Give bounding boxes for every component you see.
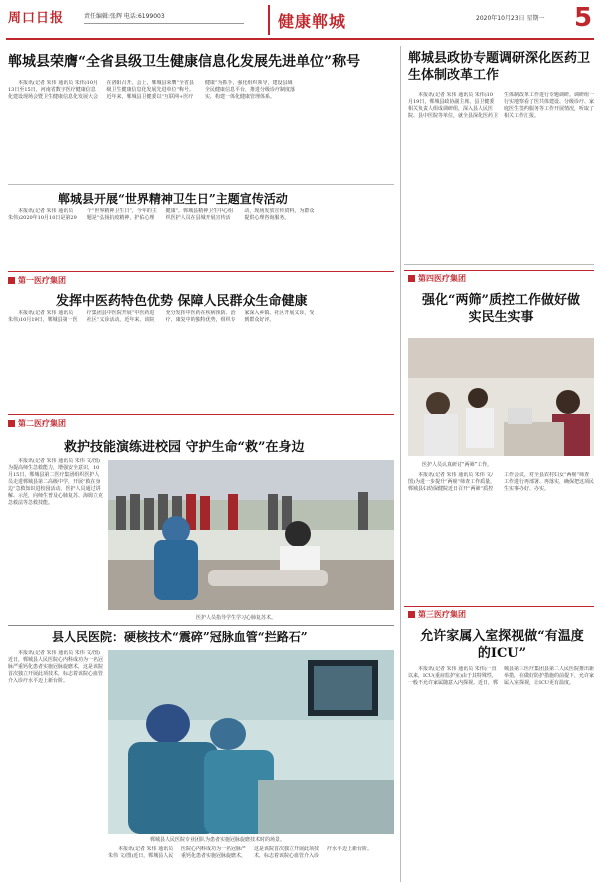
article-4-text: 本报讯(记者 朱伟 通讯员 朱伟)10月19日，郸城县第一医疗集团县中医院开展“中医药进社区”义诊活动。近年来，该院充分发挥中医药在疾病预防、治疗、康复中的独特优势，组织专家深入乡镇、社区开展义诊，受到群众好评。: [8, 310, 315, 323]
article-3-title-line-1: 郸城县政协专题调研深化医药卫生体制改革工作: [408, 51, 591, 83]
article-1-text: 本报讯(记者 朱伟 通讯员 朱伟)10月13日至15日，河南省数字医疗健康信息化建设现场会暨卫生健康信息化发展大会在洛阳召开。会上，郸城县荣膺“全省县级卫生健康信息化发展先进单位”称号。近年来，郸城县卫健委以“互联网+医疗健康”为抓手，强化组织领导，建设县域全民健康信息平台，推进分级诊疗制度落实，构建一体化健康管理体系。: [8, 80, 296, 100]
masthead-divider: [84, 23, 244, 24]
photo-caption-2: 郸城县人民医院专业团队为患者实施冠脉旋磨技术时的场景。: [150, 837, 286, 843]
article-2-body: [8, 208, 394, 264]
issue-date: 2020年10月23日 星期一: [476, 15, 545, 22]
masthead-rule: [6, 38, 594, 40]
group-marker-icon: [8, 277, 15, 284]
article-6-body: [408, 472, 594, 602]
article-1-body: [8, 80, 394, 180]
article-4-body: [8, 310, 394, 408]
screening-meeting-photo: [408, 338, 594, 456]
divider: [404, 270, 594, 271]
group-marker-icon: [408, 275, 415, 282]
group-label-1-text: 第一医疗集团: [18, 276, 66, 285]
article-3-body: [408, 92, 594, 260]
group-label-4: [408, 273, 466, 285]
article-6-title: 强化“两筛”质控工作做好做实民生实事: [422, 293, 580, 325]
photo-caption-1: 医护人员指导学生学习心肺复苏术。: [196, 615, 277, 621]
column-divider: [400, 46, 401, 882]
newspaper-logo: 周口日报: [8, 11, 65, 26]
surgery-scene-image: [108, 650, 394, 834]
divider: [8, 414, 394, 415]
divider: [8, 271, 394, 272]
article-4-title: 发挥中医药特色优势 保障人民群众生命健康: [56, 294, 308, 309]
group-marker-icon: [408, 611, 415, 618]
article-5-text: 本报讯(记者 朱伟 通讯员 朱伟 文/图)为提高师生急救能力，增强安全意识，10月15日，郸城县第二医疗集团组织医护人员走进郸城县第二高级中学，开展“救在身边”急救知识进校园活动。医护人员通过讲解、示范，向师生普及心肺复苏、海姆立克急救法等急救技能。: [8, 458, 104, 506]
group-label-2-text: 第二医疗集团: [18, 419, 66, 428]
page-number: 5: [574, 3, 593, 33]
article-2-text: 本报讯(记者 朱伟 通讯员 朱伟)2020年10月10日是第29个“世界精神卫生日”，今年的主题是“弘扬抗疫精神，护佑心理健康”。郸城县精神卫生中心组织医护人员在县城开展宣传活动，现场发放宣传资料，为群众提供心理咨询服务。: [8, 208, 315, 221]
article-2-title: 郸城县开展“世界精神卫生日”主题宣传活动: [58, 192, 288, 206]
group-label-3-text: 第三医疗集团: [418, 610, 466, 619]
article-8-text: 本报讯(记者 朱伟 通讯员 朱伟)一直以来，ICU(重症监护室)由于其特殊性，一般不允许家属随意入内探视。近日，郸城县第三医疗集团县第二人民医院推出新举措，在做好防护措施的前提下，允许家属入室探视，让ICU更有温度。: [408, 666, 594, 686]
article-7-text: 本报讯(记者 朱伟 通讯员 朱伟 文/图)近日，郸城县人民医院心内科成功为一名冠脉严重钙化患者实施冠脉旋磨术，这是该院首次独立开展此项技术，标志着该院心血管介入诊疗水平迈上新台阶。: [8, 650, 104, 684]
divider: [404, 606, 594, 607]
group-label-1: [8, 275, 66, 287]
section-title: 健康郸城: [278, 12, 347, 31]
group-label-3: [408, 609, 466, 621]
article-1-title: 郸城县荣膺“全省县级卫生健康信息化发展先进单位”称号: [8, 54, 361, 70]
article-7-title: 县人民医院：硬核技术“震碎”冠脉血管“拦路石”: [52, 630, 308, 644]
article-5-title: 救护技能演练进校园 守护生命“救”在身边: [64, 440, 305, 455]
photo-caption-3: 医护人员认真研讨“两筛”工作。: [422, 462, 493, 468]
divider: [404, 264, 594, 265]
group-label-2: [8, 418, 66, 430]
cpr-training-photo: [108, 460, 394, 610]
masthead: [6, 3, 594, 43]
group-label-4-text: 第四医疗集团: [418, 274, 466, 283]
editor-info: 责任编辑:张辉 电话:6199003: [84, 13, 165, 20]
article-8-title: 允许家属入室探视做“有温度的ICU”: [420, 629, 584, 661]
surgery-photo: [108, 650, 394, 834]
article-7-continued: [108, 846, 394, 878]
article-7-text-continued: 本报讯(记者 朱伟 通讯员 朱伟 文/图)近日，郸城县人民医院心内科成功为一名冠脉严重钙化患者实施冠脉旋磨术，这是该院首次独立开展此项技术，标志着该院心血管介入诊疗水平迈上新台阶。: [108, 846, 373, 859]
group-marker-icon: [8, 420, 15, 427]
article-5-body: [8, 458, 104, 613]
cpr-scene-image: [108, 460, 394, 610]
divider: [8, 625, 394, 626]
divider: [8, 184, 394, 185]
article-6-text: 本报讯(记者 朱伟 通讯员 朱伟 文/图)为进一步提升“两癌”筛查工作质量，郸城县妇幼保健院近日召开“两筛”质控工作会议，对全县农村妇女“两癌”筛查工作进行再部署、再落实，确保把这项民生实事办好、办实。: [408, 472, 594, 492]
article-7-body: [8, 650, 104, 878]
article-8-body: [408, 666, 594, 878]
article-3-text: 本报讯(记者 朱伟 通讯员 朱伟)10月19日，郸城县政协副主席、县卫健委相关负责人组成调研组，深入县人民医院、县中医院等单位，就全县深化医药卫生体制改革工作进行专题调研。调研组一行实地察看了医共体建设、分级诊疗、家庭医生签约服务等工作开展情况，听取了相关工作汇报。: [408, 92, 594, 119]
meeting-scene-image: [408, 338, 594, 456]
